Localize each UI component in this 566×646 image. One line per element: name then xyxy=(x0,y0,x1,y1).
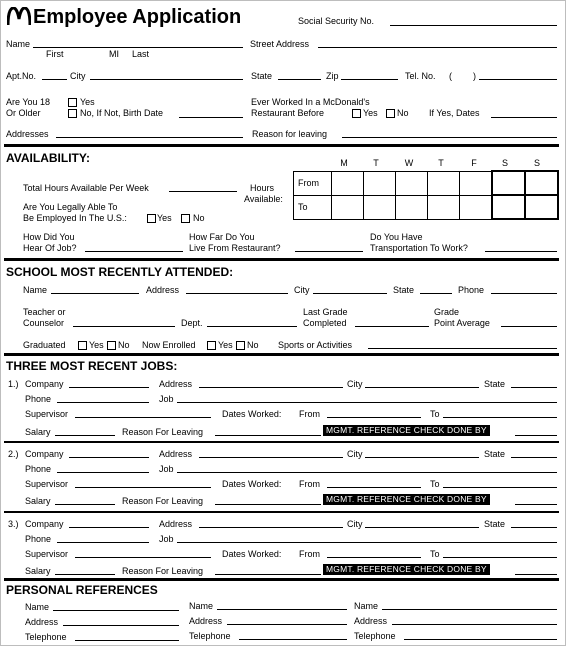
job-supervisor-label: Supervisor xyxy=(25,409,69,419)
job-state-label: State xyxy=(484,519,506,529)
reason-leaving-field[interactable] xyxy=(342,137,557,138)
legal-question-line-1: Are You Legally Able To xyxy=(23,202,118,212)
section-divider xyxy=(4,258,559,261)
legal-no-checkbox[interactable] xyxy=(181,214,190,223)
to-sunday-cell[interactable] xyxy=(525,195,558,219)
legal-question-line-2: Be Employed In The U.S.: xyxy=(23,213,127,223)
state-label: State xyxy=(251,71,273,81)
job-from-field[interactable] xyxy=(327,417,421,418)
to-row-label: To xyxy=(294,195,332,219)
hear-of-job-line-2: Hear Of Job? xyxy=(23,243,77,253)
worked-yes-checkbox[interactable] xyxy=(352,109,361,118)
distance-line-2: Live From Restaurant? xyxy=(189,243,281,253)
distance-field[interactable] xyxy=(295,251,363,252)
mgmt-reference-check-bar: MGMT. REFERENCE CHECK DONE BY xyxy=(323,494,490,505)
name-field[interactable] xyxy=(33,47,243,48)
now-enrolled-label: Now Enrolled xyxy=(142,340,196,350)
reference-3-name-field[interactable] xyxy=(382,609,557,610)
job-salary-label: Salary xyxy=(25,427,51,437)
job-address-label: Address xyxy=(159,449,193,459)
job-title-field[interactable] xyxy=(177,402,557,403)
middle-initial-caption: MI xyxy=(109,49,119,59)
teacher-line-1: Teacher or xyxy=(23,307,66,317)
addresses-field[interactable] xyxy=(56,137,243,138)
reference-1-name-field[interactable] xyxy=(53,610,179,611)
distance-line-1: How Far Do You xyxy=(189,232,255,242)
from-thursday-cell[interactable] xyxy=(428,171,460,195)
enrolled-yes-label: Yes xyxy=(218,340,233,350)
job-city-field[interactable] xyxy=(365,387,479,388)
job-state-field[interactable] xyxy=(511,387,557,388)
graduated-label: Graduated xyxy=(23,340,66,350)
job-from-field[interactable] xyxy=(327,487,421,488)
school-heading: SCHOOL MOST RECENTLY ATTENDED: xyxy=(6,265,234,279)
addresses-label: Addresses xyxy=(6,129,49,139)
to-tuesday-cell[interactable] xyxy=(364,195,396,219)
job-supervisor-label: Supervisor xyxy=(25,479,69,489)
telephone-field[interactable] xyxy=(479,79,557,80)
reference-2-telephone-field[interactable] xyxy=(239,639,347,640)
job-reason-label: Reason For Leaving xyxy=(122,566,204,576)
job-salary-field[interactable] xyxy=(55,574,115,575)
job-title-label: Job xyxy=(159,534,174,544)
age-question-line-1: Are You 18 xyxy=(6,97,51,107)
job-supervisor-field[interactable] xyxy=(75,417,211,418)
last-grade-line-2: Completed xyxy=(303,318,347,328)
graduated-yes-label: Yes xyxy=(89,340,104,350)
reference-1-address-label: Address xyxy=(25,617,59,627)
references-heading: PERSONAL REFERENCES xyxy=(6,583,158,597)
from-saturday-cell[interactable] xyxy=(492,171,525,195)
job-state-label: State xyxy=(484,379,506,389)
age-no-birth-date-label: No, If Not, Birth Date xyxy=(80,108,164,118)
job-from-field[interactable] xyxy=(327,557,421,558)
job-phone-label: Phone xyxy=(25,534,52,544)
to-saturday-cell[interactable] xyxy=(492,195,525,219)
last-grade-field[interactable] xyxy=(355,326,429,327)
reference-2-name-label: Name xyxy=(189,601,214,611)
worked-no-label: No xyxy=(397,108,409,118)
ssn-label: Social Security No. xyxy=(298,16,375,26)
job-title-label: Job xyxy=(159,464,174,474)
worked-before-line-1: Ever Worked In a McDonald's xyxy=(251,97,370,107)
mgmt-reference-check-bar: MGMT. REFERENCE CHECK DONE BY xyxy=(323,564,490,575)
job-salary-label: Salary xyxy=(25,566,51,576)
transportation-line-2: Transportation To Work? xyxy=(370,243,468,253)
first-name-caption: First xyxy=(46,49,64,59)
hours-available-line-2: Available: xyxy=(244,194,283,204)
to-monday-cell[interactable] xyxy=(332,195,364,219)
job-address-label: Address xyxy=(159,519,193,529)
job-divider xyxy=(4,441,559,443)
worked-before-line-2: Restaurant Before xyxy=(251,108,325,118)
school-phone-label: Phone xyxy=(458,285,485,295)
job-from-label: From xyxy=(299,479,320,489)
job-supervisor-label: Supervisor xyxy=(25,549,69,559)
reference-1-address-field[interactable] xyxy=(63,625,179,626)
job-company-field[interactable] xyxy=(69,527,149,528)
hours-available-line-1: Hours xyxy=(250,183,275,193)
transportation-line-1: Do You Have xyxy=(370,232,423,242)
hear-of-job-line-1: How Did You xyxy=(23,232,75,242)
job-title-field[interactable] xyxy=(177,542,557,543)
job-address-field[interactable] xyxy=(199,457,343,458)
availability-heading: AVAILABILITY: xyxy=(6,151,90,165)
school-name-field[interactable] xyxy=(51,293,139,294)
worked-dates-label: If Yes, Dates xyxy=(429,108,480,118)
state-field[interactable] xyxy=(278,79,321,80)
enrolled-no-checkbox[interactable] xyxy=(236,341,245,350)
job-salary-field[interactable] xyxy=(55,504,115,505)
availability-hours-grid xyxy=(293,170,559,220)
apt-label: Apt.No. xyxy=(6,71,37,81)
job-title-label: Job xyxy=(159,394,174,404)
reference-3-address-field[interactable] xyxy=(392,624,557,625)
reference-3-name-label: Name xyxy=(354,601,379,611)
job-salary-field[interactable] xyxy=(55,435,115,436)
legal-yes-label: Yes xyxy=(157,213,172,223)
job-number: 1.) xyxy=(8,379,19,389)
school-city-field[interactable] xyxy=(313,293,387,294)
apt-field[interactable] xyxy=(42,79,67,80)
job-from-label: From xyxy=(299,409,320,419)
day-wednesday: W xyxy=(404,158,414,168)
job-to-label: To xyxy=(430,409,440,419)
job-address-field[interactable] xyxy=(199,387,343,388)
job-reason-field[interactable] xyxy=(215,574,321,575)
to-wednesday-cell[interactable] xyxy=(396,195,428,219)
worked-dates-field[interactable] xyxy=(491,117,557,118)
reference-3-address-label: Address xyxy=(354,616,388,626)
department-field[interactable] xyxy=(207,326,297,327)
last-name-caption: Last xyxy=(132,49,150,59)
school-city-label: City xyxy=(294,285,310,295)
to-thursday-cell[interactable] xyxy=(428,195,460,219)
department-label: Dept. xyxy=(181,318,203,328)
street-address-field[interactable] xyxy=(318,47,557,48)
graduated-no-checkbox[interactable] xyxy=(107,341,116,350)
mgmt-reference-check-field[interactable] xyxy=(515,504,557,505)
reference-3-telephone-label: Telephone xyxy=(354,631,396,641)
from-row-label: From xyxy=(294,171,332,195)
job-dates-label: Dates Worked: xyxy=(222,549,282,559)
mgmt-reference-check-field[interactable] xyxy=(515,435,557,436)
school-phone-field[interactable] xyxy=(491,293,557,294)
job-phone-label: Phone xyxy=(25,464,52,474)
zip-label: Zip xyxy=(326,71,339,81)
reference-2-name-field[interactable] xyxy=(217,609,347,610)
job-address-field[interactable] xyxy=(199,527,343,528)
transportation-field[interactable] xyxy=(485,251,557,252)
school-state-field[interactable] xyxy=(420,293,452,294)
reason-leaving-label: Reason for leaving xyxy=(252,129,328,139)
sports-field[interactable] xyxy=(368,348,557,349)
sports-label: Sports or Activities xyxy=(278,340,353,350)
teacher-field[interactable] xyxy=(73,326,175,327)
job-to-field[interactable] xyxy=(443,487,557,488)
job-reason-field[interactable] xyxy=(215,435,321,436)
name-label: Name xyxy=(6,39,31,49)
gpa-line-2: Point Average xyxy=(434,318,490,328)
job-reason-label: Reason For Leaving xyxy=(122,496,204,506)
job-state-label: State xyxy=(484,449,506,459)
job-company-label: Company xyxy=(25,519,64,529)
mgmt-reference-check-bar: MGMT. REFERENCE CHECK DONE BY xyxy=(323,425,490,436)
job-city-field[interactable] xyxy=(365,457,479,458)
zip-field[interactable] xyxy=(341,79,398,80)
enrolled-no-label: No xyxy=(247,340,259,350)
gpa-line-1: Grade xyxy=(434,307,460,317)
job-supervisor-field[interactable] xyxy=(75,557,211,558)
legal-yes-checkbox[interactable] xyxy=(147,214,156,223)
day-sunday: S xyxy=(533,158,540,168)
job-to-label: To xyxy=(430,549,440,559)
jobs-heading: THREE MOST RECENT JOBS: xyxy=(6,359,178,373)
telephone-label: Tel. No. xyxy=(405,71,436,81)
reference-1-telephone-field[interactable] xyxy=(75,640,179,641)
job-state-field[interactable] xyxy=(511,457,557,458)
job-to-field[interactable] xyxy=(443,417,557,418)
job-city-label: City xyxy=(347,449,363,459)
teacher-line-2: Counselor xyxy=(23,318,65,328)
job-company-label: Company xyxy=(25,449,64,459)
day-tuesday: T xyxy=(373,158,379,168)
job-number: 3.) xyxy=(8,519,19,529)
section-divider xyxy=(4,353,559,356)
job-city-field[interactable] xyxy=(365,527,479,528)
city-field[interactable] xyxy=(90,79,243,80)
job-company-field[interactable] xyxy=(69,457,149,458)
school-state-label: State xyxy=(393,285,415,295)
birth-date-field[interactable] xyxy=(179,117,243,118)
job-title-field[interactable] xyxy=(177,472,557,473)
reference-1-name-label: Name xyxy=(25,602,50,612)
school-name-label: Name xyxy=(23,285,48,295)
job-supervisor-field[interactable] xyxy=(75,487,211,488)
area-code-close-paren: ) xyxy=(473,71,476,81)
job-city-label: City xyxy=(347,379,363,389)
from-friday-cell[interactable] xyxy=(460,171,493,195)
from-sunday-cell[interactable] xyxy=(525,171,558,195)
graduated-no-label: No xyxy=(118,340,130,350)
graduated-yes-checkbox[interactable] xyxy=(78,341,87,350)
job-reason-label: Reason For Leaving xyxy=(122,427,204,437)
hear-of-job-field[interactable] xyxy=(85,251,183,252)
job-company-label: Company xyxy=(25,379,64,389)
age-question-line-2: Or Older xyxy=(6,108,41,118)
job-salary-label: Salary xyxy=(25,496,51,506)
job-to-label: To xyxy=(430,479,440,489)
job-phone-label: Phone xyxy=(25,394,52,404)
enrolled-yes-checkbox[interactable] xyxy=(207,341,216,350)
day-friday: F xyxy=(471,158,477,168)
school-address-label: Address xyxy=(146,285,180,295)
reference-1-telephone-label: Telephone xyxy=(25,632,67,642)
age-yes-checkbox[interactable] xyxy=(68,98,77,107)
age-no-checkbox[interactable] xyxy=(68,109,77,118)
from-tuesday-cell[interactable] xyxy=(364,171,396,195)
section-divider xyxy=(4,578,559,581)
job-phone-field[interactable] xyxy=(57,542,149,543)
legal-no-label: No xyxy=(193,213,205,223)
from-wednesday-cell[interactable] xyxy=(396,171,428,195)
job-reason-field[interactable] xyxy=(215,504,321,505)
worked-no-checkbox[interactable] xyxy=(386,109,395,118)
job-city-label: City xyxy=(347,519,363,529)
total-hours-field[interactable] xyxy=(169,191,237,192)
from-monday-cell[interactable] xyxy=(332,171,364,195)
age-yes-label: Yes xyxy=(80,97,95,107)
job-dates-label: Dates Worked: xyxy=(222,479,282,489)
day-monday: M xyxy=(340,158,348,168)
job-phone-field[interactable] xyxy=(57,472,149,473)
school-address-field[interactable] xyxy=(186,293,288,294)
section-divider xyxy=(4,144,559,147)
form-title: Employee Application xyxy=(33,6,242,28)
job-to-field[interactable] xyxy=(443,557,557,558)
worked-yes-label: Yes xyxy=(363,108,378,118)
ssn-field[interactable] xyxy=(390,25,557,26)
job-number: 2.) xyxy=(8,449,19,459)
job-phone-field[interactable] xyxy=(57,402,149,403)
job-state-field[interactable] xyxy=(511,527,557,528)
mcdonalds-logo-icon xyxy=(7,7,31,25)
street-address-label: Street Address xyxy=(250,39,310,49)
area-code-open-paren: ( xyxy=(449,71,452,81)
job-from-label: From xyxy=(299,549,320,559)
job-address-label: Address xyxy=(159,379,193,389)
job-dates-label: Dates Worked: xyxy=(222,409,282,419)
job-company-field[interactable] xyxy=(69,387,149,388)
job-divider xyxy=(4,511,559,513)
reference-3-telephone-field[interactable] xyxy=(404,639,557,640)
reference-2-telephone-label: Telephone xyxy=(189,631,231,641)
last-grade-line-1: Last Grade xyxy=(303,307,348,317)
total-hours-label: Total Hours Available Per Week xyxy=(23,183,149,193)
gpa-field[interactable] xyxy=(501,326,557,327)
day-thursday: T xyxy=(438,158,444,168)
reference-2-address-field[interactable] xyxy=(227,624,347,625)
reference-2-address-label: Address xyxy=(189,616,223,626)
to-friday-cell[interactable] xyxy=(460,195,493,219)
mgmt-reference-check-field[interactable] xyxy=(515,574,557,575)
day-saturday: S xyxy=(501,158,508,168)
city-label: City xyxy=(70,71,86,81)
